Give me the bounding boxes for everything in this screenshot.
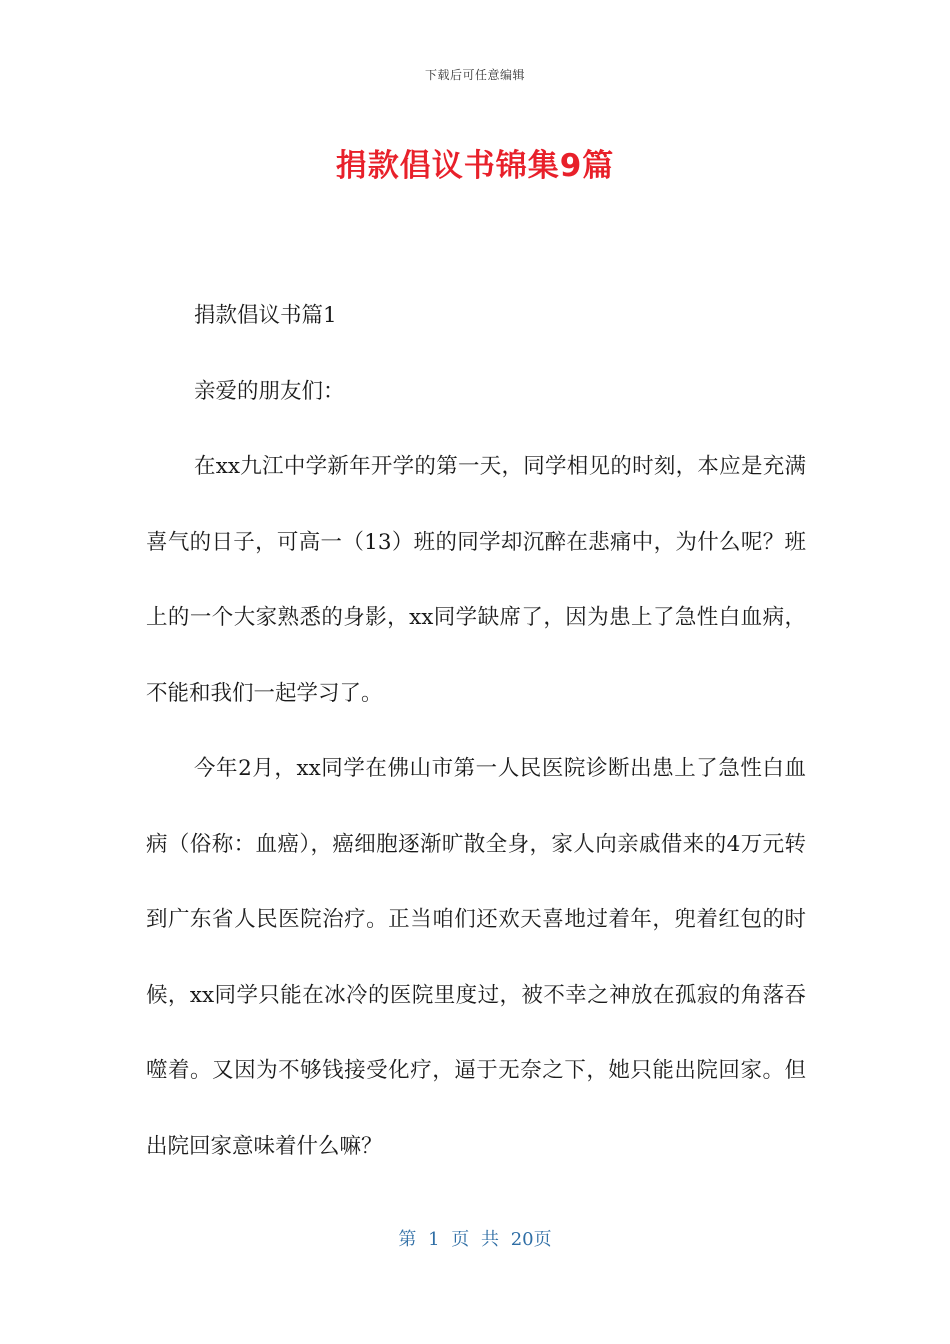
salutation: 亲爱的朋友们： (194, 378, 345, 404)
section-heading: 捐款倡议书篇1 (194, 303, 337, 328)
page-number: 第 1 页 共 20页 (398, 1229, 552, 1250)
body-paragraph: 今年2月，xx同学在佛山市第一人民医院诊断出患上了急性白血病（俗称：血癌），癌细胞逐渐旷散全身，家人向亲戚借来的4万元转到广东省人民医院治疗。正当咱们还欢天喜地过着年，兜着红包的时候，xx同学只能在冰冷的医院里度过，被不幸之神放在孤寂的角落吞噬着。又因为不够钱接受化疗，逼于无奈之下，她只能出院回家。但出院回家意味着什么嘛？ (146, 756, 806, 1159)
document-body (146, 278, 806, 1184)
document-title: 捐款倡议书锦集9篇 (335, 148, 615, 184)
header-note: 下载后可任意编辑 (424, 68, 525, 82)
body-paragraph: 在xx九江中学新年开学的第一天，同学相见的时刻，本应是充满喜气的日子，可高一（13）班的同学却沉醉在悲痛中，为什么呢？班上的一个大家熟悉的身影，xx同学缺席了，因为患上了急性白血病，不能和我们一起学习了。 (146, 454, 806, 706)
